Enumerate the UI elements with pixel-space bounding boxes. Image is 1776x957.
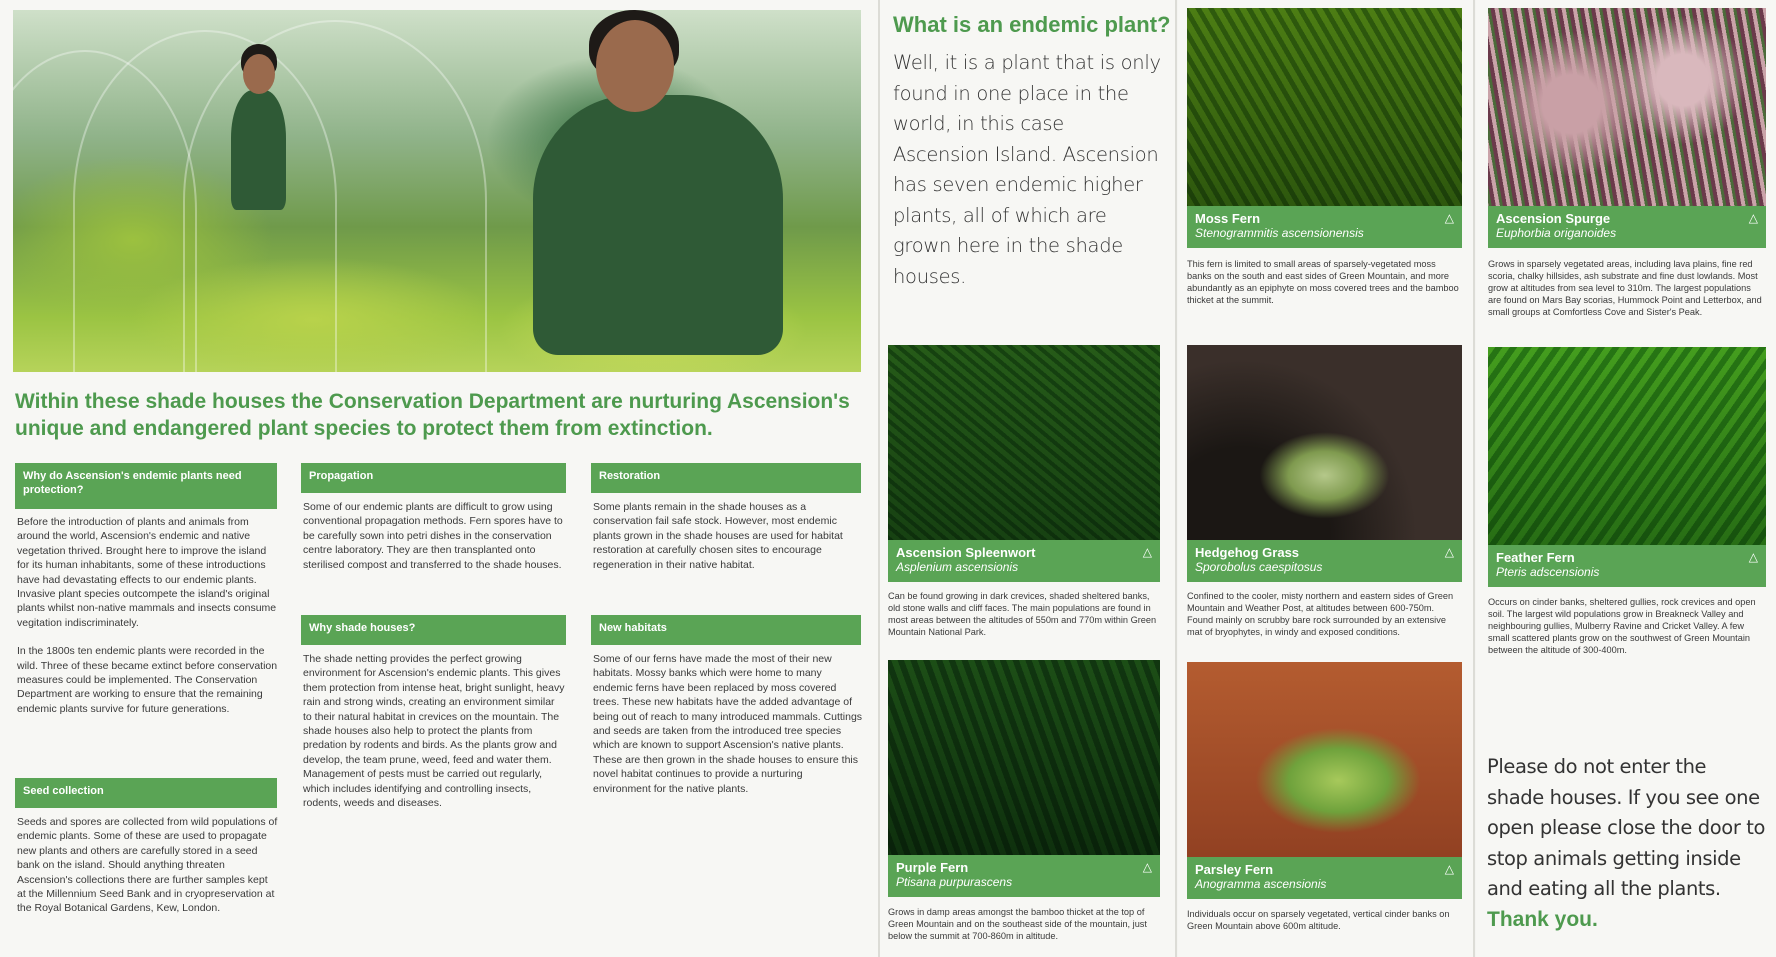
triangle-icon: △ bbox=[1748, 211, 1758, 225]
plant-scientific-name: Anogramma ascensionis bbox=[1195, 877, 1327, 891]
triangle-icon: △ bbox=[1444, 862, 1454, 876]
why-protection-para-1: Before the introduction of plants and animals from around the world, Ascension's endemic and native vegetation thrived. Brought here to improve the island for its human inhabitants, some of these introductions have had devastating effects to our endemic plants. Invasive plant species outcompete the island's original plants whilst non-native mammals and insects consume vegitation indiscriminately. bbox=[17, 516, 277, 629]
why-shade-houses-text: The shade netting provides the perfect growing environment for Ascension's endemic plants. This gives them protection from intense heat, bright sunlight, heavy rain and strong winds, creating an environment similar to their natural habitat in crevices on the mountain. The shade houses also help to protect the plants from predation by rodents and birds. As the plants grow and develop, the team prune, weed, feed and water them. Management of pests must be carried out regularly, which includes identifying and controlling insects, rodents, weeds and diseases. bbox=[303, 653, 565, 810]
plant-name: Feather Fern bbox=[1496, 550, 1575, 565]
new-habitats-text: Some of our ferns have made the most of their new habitats. Mossy banks which were home to many endemic ferns have been replaced by moss covered trees. These new habitats have the added advantage of being out of reach to many introduced mammals. Cuttings and seeds are taken from the introduced tree species which are known to support Ascension's native plants. These are then grown in the shade houses to ensure this novel habitat continues to provide a nurturing environment for the native plants. bbox=[593, 653, 863, 795]
ascension-spleenwort-photo bbox=[888, 345, 1160, 582]
seed-collection-text: Seeds and spores are collected from wild populations of endemic plants. Some of these are used to propagate new plants and others are carefully stored in a seed bank on the island. Should anything threaten Ascension's collections there are further samples kept at the Millennium Seed Bank and in cryopreservation at the Royal Botanical Gardens, Kew, London. bbox=[17, 816, 278, 915]
thank-you: Thank you. bbox=[1487, 908, 1598, 931]
purple-fern-photo bbox=[888, 660, 1160, 897]
plant-scientific-name: Pteris adscensionis bbox=[1496, 565, 1600, 579]
why-protection-text bbox=[17, 515, 279, 730]
moss-fern-photo bbox=[1187, 8, 1462, 248]
triangle-icon: △ bbox=[1748, 550, 1758, 564]
why-shade-houses-heading: Why shade houses? bbox=[301, 615, 566, 645]
plant-name: Purple Fern bbox=[896, 860, 969, 875]
caption-bar bbox=[1187, 206, 1462, 248]
feather-fern-photo bbox=[1488, 347, 1766, 587]
triangle-icon: △ bbox=[1142, 860, 1152, 874]
notice-text: Please do not enter the shade houses. If you see one open please close the door to stop animals getting inside and eating all the plants. bbox=[1487, 755, 1766, 900]
fold-line bbox=[878, 0, 880, 957]
propagation-heading: Propagation bbox=[301, 463, 566, 493]
plant-name: Parsley Fern bbox=[1195, 862, 1274, 877]
triangle-icon: △ bbox=[1444, 211, 1454, 225]
plant-name: Hedgehog Grass bbox=[1195, 545, 1300, 560]
parsley-fern-desc: Individuals occur on sparsely vegetated, vertical cinder banks on Green Mountain above 600m altitude. bbox=[1187, 909, 1450, 931]
triangle-icon: △ bbox=[1142, 545, 1152, 559]
plant-name: Ascension Spurge bbox=[1496, 211, 1611, 226]
ascension-spleenwort-desc: Can be found growing in dark crevices, shaded sheltered banks, old stone walls and cliff faces. The main populations are found in most areas between the altitudes of 550m and 770m within Green Mountain National Park. bbox=[888, 591, 1157, 637]
hedgehog-grass-photo bbox=[1187, 345, 1462, 582]
caption-bar bbox=[1488, 545, 1766, 587]
plant-name: Ascension Spleenwort bbox=[896, 545, 1036, 560]
fold-line bbox=[1473, 0, 1475, 957]
headline: Within these shade houses the Conservation Department are nurturing Ascension's unique and endangered plant species to protect them from extinction. bbox=[15, 390, 850, 440]
plant-scientific-name: Sporobolus caespitosus bbox=[1195, 560, 1323, 574]
moss-fern-desc: This fern is limited to small areas of sparsely-vegetated moss banks on the south and east sides of Green Mountain, and more abundantly as an epiphyte on moss covered trees and the bamboo thicket at the summit. bbox=[1187, 259, 1459, 305]
plant-scientific-name: Ptisana purpurascens bbox=[896, 875, 1013, 889]
caption-bar bbox=[1187, 540, 1462, 582]
caption-bar bbox=[1187, 857, 1462, 899]
endemic-body: Well, it is a plant that is only found in one place in the world, in this case Ascension Island. Ascension has seven endemic higher plants, all of which are grown here in the shade houses. bbox=[893, 51, 1161, 288]
restoration-heading: Restoration bbox=[591, 463, 861, 493]
endemic-title: What is an endemic plant? bbox=[893, 12, 1171, 37]
triangle-icon: △ bbox=[1444, 545, 1454, 559]
restoration-text: Some plants remain in the shade houses as a conservation fail safe stock. However, most endemic plants grown in the shade houses are used for habitat restoration at carefully chosen sites to encourage regeneration in their native habitat. bbox=[593, 501, 843, 571]
plant-name: Moss Fern bbox=[1195, 211, 1261, 226]
hedgehog-grass-desc: Confined to the cooler, misty northern and eastern sides of Green Mountain and Weather Post, at altitudes between 600-750m. Found mainly on scrubby bare rock surrounded by an extensive mat of bryophytes, in windy and exposed conditions. bbox=[1187, 591, 1454, 637]
propagation-text: Some of our endemic plants are difficult to grow using conventional propagation methods. Fern spores have to be carefully sown into petri dishes in the conservation centre laboratory. They are then transplanted onto sterilised compost and transferred to the shade houses. bbox=[303, 501, 563, 571]
ascension-spurge-photo bbox=[1488, 8, 1766, 248]
fold-line bbox=[1175, 0, 1177, 957]
purple-fern-desc: Grows in damp areas amongst the bamboo thicket at the top of Green Mountain and on the southeast side of the mountain, just below the summit at 700-860m in altitude. bbox=[888, 907, 1147, 941]
why-protection-para-2: In the 1800s ten endemic plants were recorded in the wild. Three of these became extinct before conservation measures could be implemented. The Conservation Department are working to ensure that the remaining endemic plants survive for future generations. bbox=[17, 645, 278, 715]
seed-collection-heading: Seed collection bbox=[15, 778, 277, 808]
new-habitats-heading: New habitats bbox=[591, 615, 861, 645]
ascension-spurge-desc: Grows in sparsely vegetated areas, including lava plains, fine red scoria, chalky hillsides, ash substrate and fine dust lowlands. Most grow at altitudes from sea level to 310m. The largest populations are found on Mars Bay scorias, Hummock Point and Letterbox, and small groups at Comfortless Cove and Sister's Peak. bbox=[1488, 259, 1762, 317]
shade-house-photo bbox=[13, 10, 861, 372]
feather-fern-desc: Occurs on cinder banks, sheltered gullies, rock crevices and open soil. The largest wild populations grow in Breakneck Valley and neighbouring gullies, Mulberry Ravine and Cricket Valley. A few small scattered plants grow on the southwest of Green Mountain between the altitude of 300-400m. bbox=[1488, 597, 1756, 655]
caption-bar bbox=[888, 855, 1160, 897]
parsley-fern-photo bbox=[1187, 662, 1462, 899]
plant-scientific-name: Stenogrammitis ascensionensis bbox=[1195, 226, 1364, 240]
plant-scientific-name: Euphorbia origanoides bbox=[1496, 226, 1617, 240]
why-protection-heading: Why do Ascension's endemic plants need protection? bbox=[15, 463, 277, 509]
caption-bar bbox=[888, 540, 1160, 582]
plant-scientific-name: Asplenium ascensionis bbox=[896, 560, 1019, 574]
caption-bar bbox=[1488, 206, 1766, 248]
